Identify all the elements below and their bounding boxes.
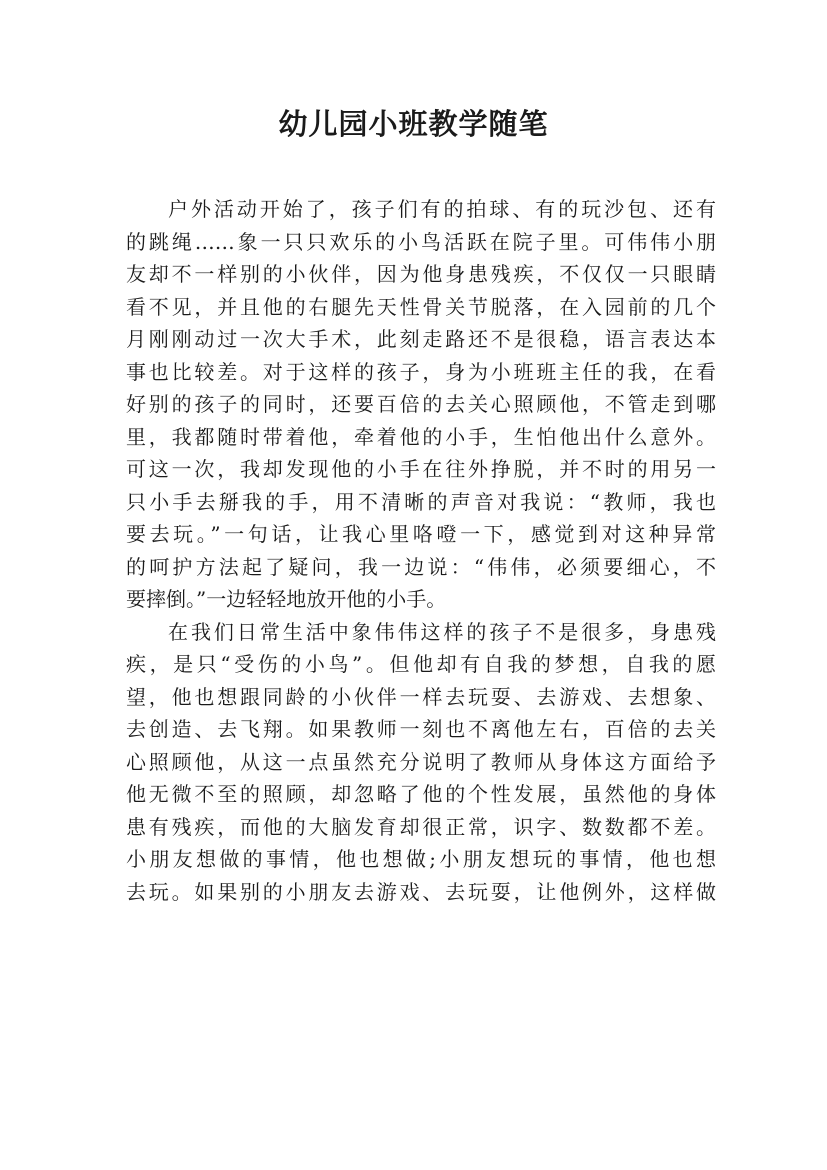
text-line: 心照顾他，从这一点虽然充分说明了教师从身体这方面给予 — [126, 749, 716, 774]
text-line: 要摔倒。”一边轻轻地放开他的小手。 — [126, 587, 447, 611]
text-line: 户外活动开始了，孩子们有的拍球、有的玩沙包、还有 — [168, 197, 716, 221]
text-line: 只小手去掰我的手，用不清晰的声音对我说：“教师，我也 — [126, 489, 716, 514]
text-line: 小朋友想做的事情，他也想做;小朋友想玩的事情，他也想 — [126, 847, 716, 871]
text-line: 的跳绳……象一只只欢乐的小鸟活跃在院子里。可伟伟小朋 — [126, 229, 716, 254]
text-line: 望，他也想跟同龄的小伙伴一样去玩耍、去游戏、去想象、 — [126, 684, 716, 709]
text-line: 事也比较差。对于这样的孩子，身为小班班主任的我，在看 — [126, 359, 716, 384]
text-line: 去玩。如果别的小朋友去游戏、去玩耍，让他例外，这样做 — [126, 879, 716, 904]
text-line: 他无微不至的照顾，却忽略了他的个性发展，虽然他的身体 — [126, 782, 716, 806]
text-line: 要去玩。”一句话，让我心里咯噔一下，感觉到对这种异常 — [126, 522, 716, 546]
text-line: 友却不一样别的小伙伴，因为他身患残疾，不仅仅一只眼睛 — [126, 262, 716, 286]
text-line: 在我们日常生活中象伟伟这样的孩子不是很多，身患残 — [168, 619, 716, 644]
text-line: 的呵护方法起了疑问，我一边说：“伟伟，必须要细心，不 — [126, 554, 716, 579]
text-line: 好别的孩子的同时，还要百倍的去关心照顾他，不管走到哪 — [126, 392, 716, 416]
text-line: 疾，是只“受伤的小鸟”。但他却有自我的梦想，自我的愿 — [126, 652, 716, 676]
document-body — [126, 193, 716, 908]
document-title: 幼儿园小班教学随笔 — [278, 107, 549, 141]
text-line: 看不见，并且他的右腿先天性骨关节脱落，在入园前的几个 — [126, 294, 716, 319]
text-line: 可这一次，我却发现他的小手在往外挣脱，并不时的用另一 — [126, 457, 716, 481]
text-line: 患有残疾，而他的大脑发育却很正常，识字、数数都不差。 — [126, 814, 716, 839]
text-line: 去创造、去飞翔。如果教师一刻也不离他左右，百倍的去关 — [126, 717, 716, 741]
text-line: 里，我都随时带着他，牵着他的小手，生怕他出什么意外。 — [126, 424, 716, 449]
text-line: 月刚刚动过一次大手术，此刻走路还不是很稳，语言表达本 — [126, 327, 716, 351]
